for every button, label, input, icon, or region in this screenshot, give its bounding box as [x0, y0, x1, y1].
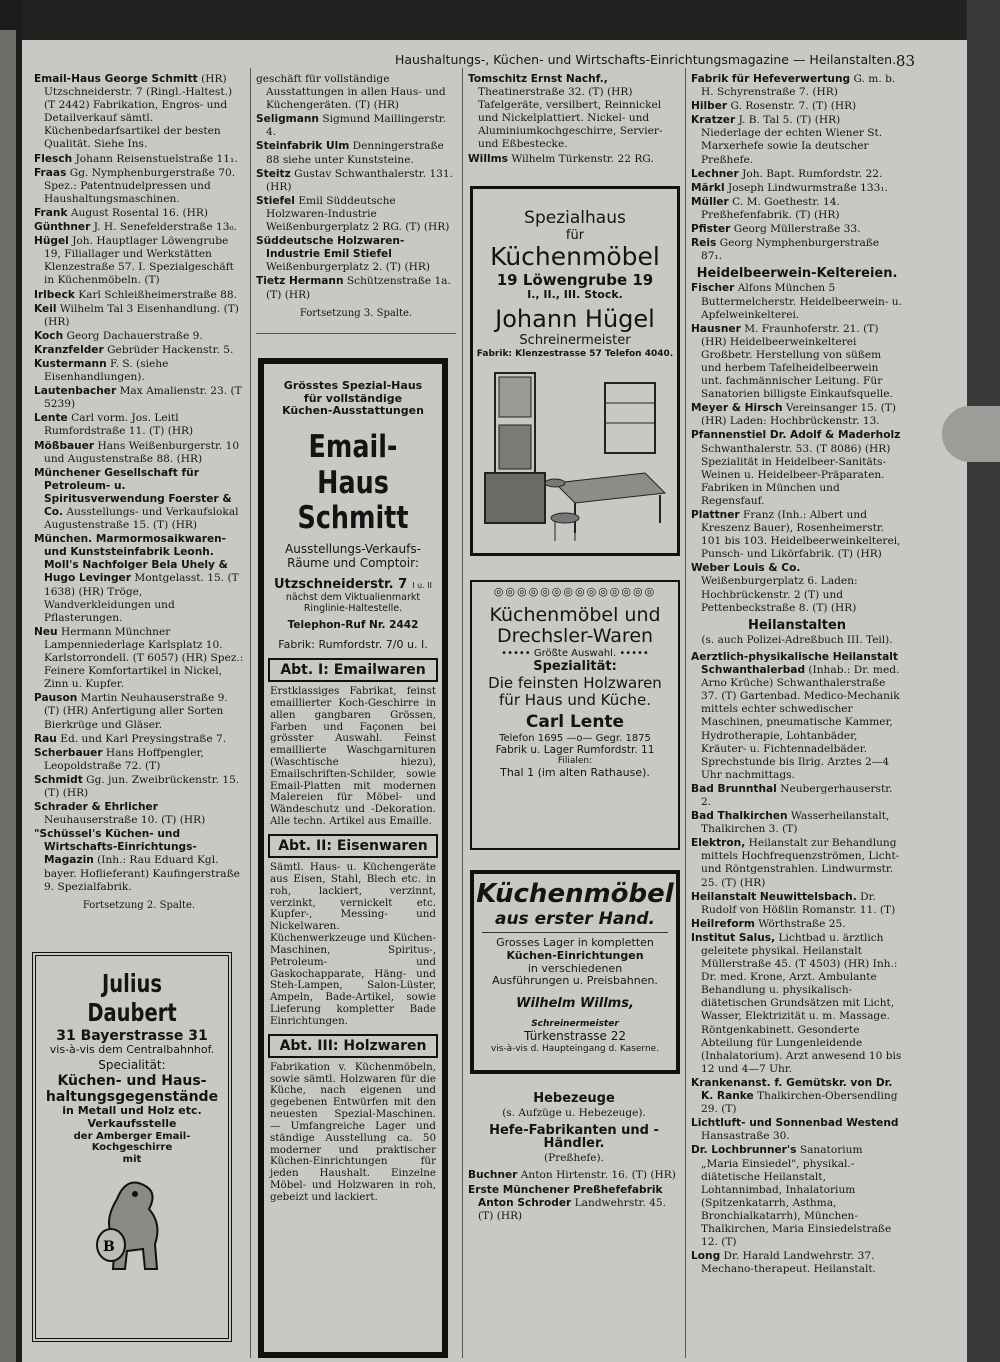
directory-entry: [691, 891, 903, 917]
entry-text: Gustav Schwanthalerstr. 131. (HR): [266, 167, 454, 193]
entry-name: Koch: [34, 329, 64, 342]
entry-text: geschäft für vollständige Ausstattungen in allen Haus- und Küchengeräten. (T) (HR): [256, 73, 446, 112]
ad-willms-l4: Küchen-Einrichtungen: [506, 949, 644, 963]
directory-entry: [34, 467, 244, 532]
directory-entry: [691, 323, 903, 402]
ad-lente-l11: Thal 1 (im alten Rathause).: [500, 765, 650, 779]
entry-name: Neu: [34, 625, 58, 638]
entry-name: Steitz: [256, 167, 291, 180]
entry-text: August Rosental 16. (HR): [70, 206, 208, 219]
ad-email-l10: Ringlinie-Haltestelle.: [303, 603, 403, 615]
ad-huegel-l6: Johann Hügel: [495, 305, 655, 334]
entry-text: J. H. Senefelderstraße 13₀.: [93, 221, 238, 234]
directory-entry: [691, 562, 903, 614]
section-heading: Heidelbeerwein-Keltereien.: [696, 266, 898, 282]
abt1-text: Erstklassiges Fabrikat, feinst emaillierter Koch-Geschirre in allen gangbaren Grössen, Farben und Façonen bei grösster Auswahl. Feinst emaillierte Waschgarnituren (Waschtische hiezu), Emailschriften-Schilder, sowie Email-Platten mit modernen Malereien für Möbel- und Wändeschutz und -Dekoration. Alle techn. Artikel aus Emaille.: [270, 685, 436, 828]
entry-text: (Inh.: Rau Eduard Kgl. bayer. Hoflieferant) Kaufingerstraße 9. Spezialfabrik.: [44, 854, 240, 893]
directory-entry: [34, 412, 244, 438]
directory-entry: [691, 196, 903, 222]
ad-willms-kuechenmoebel: [470, 870, 680, 1074]
entry-text: Theatinerstraße 32. (T) (HR) Tafelgeräte, versilbert, Reinnickel und Nickelplattiert. Nickel- und Aluminiumkochgeschirre, Servier- und Eßbestecke.: [478, 86, 663, 151]
entry-text: Neuhauserstraße 10. (T) (HR): [44, 814, 206, 827]
section-heading: Hebezeuge: [533, 1091, 615, 1106]
entry-name: Schmidt: [34, 773, 83, 786]
entry-name: Email-Haus George Schmitt: [34, 73, 198, 85]
ad-daubert-l8: Verkaufsstelle: [87, 1116, 177, 1130]
entry-name: Plattner: [691, 509, 740, 521]
ornament-border-icon: ◎◎◎◎◎◎◎◎◎◎◎◎◎◎: [493, 585, 657, 598]
directory-entry: [34, 733, 244, 746]
entry-text: G. m. b. H. Schyrenstraße 7. (HR): [701, 73, 896, 99]
page-number: 83: [895, 52, 915, 70]
entry-text: Weißenburgerplatz 6. Laden: Hochbrückenstr. 2 (T) und Pettenbeckstraße 8. (T) (HR): [701, 575, 858, 614]
abt3-heading: Abt. III: Holzwaren: [268, 1034, 438, 1058]
entry-name: Kratzer: [691, 114, 736, 127]
entry-text: Landwehrstr. 45. (T) (HR): [478, 1196, 666, 1222]
directory-entry: [34, 344, 244, 357]
kitchen-furniture-illustration: [475, 363, 675, 543]
thumb-index-tab: [942, 406, 1000, 462]
entry-text: M. Fraunhoferstr. 21. (T) (HR) Heidelbeerweinkelterei Großbetr. Herstellung von süßem und herbem Tafelheidelbeerwein unt. fachmännischer Leitung. Für Sanatorien billigste Einkaufsquelle.: [701, 322, 893, 401]
ad-huegel-l7: Schreinermeister: [519, 332, 631, 348]
entry-text: G. Rosenstr. 7. (T) (HR): [730, 100, 857, 113]
entry-text: Wasserheilanstalt, Thalkirchen 3. (T): [701, 810, 890, 836]
entry-text: Wilhelm Tal 3 Eisenhandlung. (T) (HR): [44, 302, 239, 328]
column-3-top: [468, 73, 680, 167]
directory-entry: [468, 1184, 680, 1223]
directory-entry: [34, 221, 244, 234]
entry-name: Stiefel: [256, 194, 295, 207]
entry-text: Gg. jun. Zweibrückenstr. 15. (T) (HR): [44, 773, 240, 799]
ad-daubert-l6: haltungsgegenstände: [45, 1089, 219, 1106]
ad-daubert-l2: 31 Bayerstrasse 31: [56, 1027, 208, 1044]
entry-name: Lechner: [691, 167, 739, 180]
entry-name: Fischer: [691, 282, 735, 295]
directory-entry: [468, 1169, 680, 1182]
entry-name: Scherbauer: [34, 746, 103, 759]
scan-top-edge: [0, 0, 1000, 40]
entry-name: Rau: [34, 732, 57, 745]
directory-entry: [691, 1117, 903, 1143]
entry-name: Institut Salus,: [691, 931, 776, 944]
entry-name: Märkl: [691, 181, 725, 194]
directory-entry: [34, 533, 244, 625]
entry-name: Bad Brunnthal: [691, 782, 777, 795]
ad-email-l5: Schmitt: [297, 500, 409, 537]
scan-right-edge: [967, 0, 1000, 1362]
ad-email-l4: Email-Haus: [308, 428, 398, 501]
entry-name: Meyer & Hirsch: [691, 402, 783, 415]
column-3-bottom: [468, 1088, 680, 1224]
entry-text: Joseph Lindwurmstraße 133₁.: [727, 181, 888, 194]
section-heading: Heilanstalten: [747, 617, 847, 633]
entry-text: Schwanthalerstr. 53. (T 8086) (HR) Spezialität in Heidelbeer-Sanitäts-Weinen u. Heidelbeer-Präparaten. Fabriken in München und Regensfauf.: [701, 442, 891, 507]
ad-lente-l6: für Haus und Küche.: [499, 691, 651, 710]
entry-text: Schützenstraße 1a. (T) (HR): [266, 275, 451, 301]
entry-text: Hans Hoffpengler, Leopoldstraße 72. (T): [44, 746, 204, 772]
abt1-heading: Abt. I: Emailwaren: [268, 658, 438, 682]
directory-entry: [691, 932, 903, 1076]
ad-email-l2: für vollständige: [303, 391, 403, 405]
entry-text: Neubergerhauserstr. 2.: [701, 782, 893, 808]
ad-email-l3: Küchen-Ausstattungen: [282, 404, 424, 418]
ad-lente-l1: Küchenmöbel und: [489, 603, 661, 626]
directory-entry: [691, 168, 903, 181]
ad-lente-l10: Filialen:: [557, 756, 593, 767]
entry-text: Lichtbad u. ärztlich geleitete physikal. Heilanstalt Müllerstraße 45. (T 4503) (HR) Inh.: Dr. med. Krone, Arzt. Ambulante Behandlung u. physikalisch-diätetischen Grundsätzen mit Licht, Wasser, Elektrizität u. m. Massage. Röntgenkabinett. Gesonderte Abteilung für Lungenleidende (Inhalatorium). Arzt anwesend 10 bis 12 und 4—7 Uhr.: [701, 931, 902, 1075]
entry-text: Emil Süddeutsche Holzwaren-Industrie Weißenburgerplatz 2 RG. (T) (HR): [266, 194, 450, 234]
directory-entry: [691, 282, 903, 321]
entry-name: Aerztlich-physikalische Heilanstalt Schwanthalerbad: [691, 650, 898, 677]
continuation-note: Fortsetzung 3. Spalte.: [299, 307, 413, 319]
ad-willms-l1: Küchenmöbel: [476, 879, 674, 909]
entry-name: Tietz Hermann: [256, 275, 344, 288]
column-2-divider: [256, 333, 456, 334]
entry-text: Karl Schleißheimerstraße 88.: [78, 288, 237, 301]
svg-text:B: B: [103, 1239, 115, 1255]
entry-name: Weber Louis & Co.: [691, 562, 801, 575]
entry-text: (Inhab.: Dr. med. Arno Krüche) Schwanthalerstraße 37. (T) Gartenbad. Medico-Mechanik mittels echter schwedischer Maschinen, pneumatische Kammer, Hydrotherapie, Lohtanbäder, Kräuter- u. Fichtennadelbäder. Sprechstunde bis Ilrig. Arztes 2—4 Uhr nachmittags.: [701, 664, 900, 781]
directory-entry: [34, 774, 244, 800]
section-heading: Hefe-Fabrikanten und -Händler.: [489, 1123, 659, 1152]
entry-name: Dr. Lochbrunner's: [691, 1144, 797, 1157]
column-rule-3: [685, 68, 686, 1358]
ad-lente-l5: Die feinsten Holzwaren: [488, 673, 662, 692]
directory-entry: [34, 440, 244, 466]
directory-entry: [691, 810, 903, 836]
ad-daubert-l9: der Amberger Email-Kochgeschirre: [73, 1130, 191, 1153]
ad-willms-l8: Türkenstrasse 22: [524, 1029, 626, 1044]
directory-entry: [256, 113, 456, 139]
entry-text: Georg Nymphenburgerstraße 87₁.: [701, 237, 880, 263]
ad-huegel-l3: Küchenmöbel: [490, 242, 660, 272]
directory-entry: [34, 303, 244, 329]
entry-text: Alfons München 5 Buttermelcherstr. Heidelbeerwein- u. Apfelweinkelterei.: [701, 282, 902, 321]
column-rule-1: [250, 68, 251, 1358]
ad-daubert-l4: Specialität:: [98, 1058, 166, 1073]
directory-entry: [256, 275, 456, 301]
ad-huegel-l1: Spezialhaus: [524, 208, 626, 228]
directory-entry: [691, 918, 903, 931]
directory-entry: [34, 167, 244, 206]
entry-name: Fabrik für Hefeverwertung: [691, 73, 851, 85]
ad-email-l11: Telephon-Ruf Nr. 2442: [287, 619, 419, 632]
directory-entry: [256, 73, 456, 112]
entry-name: Günthner: [34, 221, 91, 234]
entry-name: Steinfabrik Ulm: [256, 140, 350, 153]
directory-entry: [256, 195, 456, 234]
entry-name: Reis: [691, 237, 717, 250]
previous-page-strip: [0, 30, 16, 1362]
entry-name: Bad Thalkirchen: [691, 810, 788, 823]
column-2: [256, 73, 456, 325]
entry-name: Hausner: [691, 322, 741, 335]
entry-text: Martin Neuhauserstraße 9. (T) (HR) Anfertigung aller Sorten Bierkrüge und Gläser.: [44, 692, 228, 731]
ad-email-l6: Ausstellungs-Verkaufs-: [285, 541, 421, 556]
entry-text: Ed. und Karl Preysingstraße 7.: [60, 732, 227, 745]
entry-name: Keil: [34, 302, 57, 315]
directory-entry: [691, 114, 903, 166]
continuation-note: Fortsetzung 2. Spalte.: [82, 899, 196, 911]
entry-name: Kranzfelder: [34, 343, 104, 356]
entry-name: Seligmann: [256, 113, 319, 126]
ad-lente-l3: ••••• Größte Auswahl. •••••: [501, 648, 649, 660]
directory-entry: [691, 182, 903, 195]
ad-lente-l4: Spezialität:: [533, 658, 617, 674]
entry-name: Lichtluft- und Sonnenbad Westend: [691, 1117, 899, 1130]
ad-willms-l5: in verschiedenen: [527, 961, 623, 975]
entry-text: Vereinsanger 15. (T) (HR) Laden: Hochbrückenstr. 13.: [701, 402, 896, 428]
ad-email-l1: Grösstes Spezial-Haus: [283, 379, 423, 392]
entry-text: Hans Weißenburgerstr. 10 und Augustenstraße 88. (HR): [44, 439, 240, 465]
entry-name: Tomschitz Ernst Nachf.,: [468, 73, 608, 85]
directory-entry: [34, 692, 244, 731]
entry-text: Max Amalienstr. 23. (T 5239): [44, 385, 242, 411]
column-rule-2: [462, 68, 463, 1358]
ad-willms-l9: vis-à-vis d. Haupteingang d. Kaserne.: [490, 1044, 660, 1055]
ad-email-l7: Räume und Comptoir:: [287, 555, 419, 570]
directory-entry: [34, 801, 244, 827]
entry-name: Lente: [34, 412, 68, 425]
directory-entry: [34, 235, 244, 287]
entry-name: Erste Münchener Preßhefefabrik Anton Schroder: [468, 1183, 663, 1209]
ad-lente-l9: Fabrik u. Lager Rumfordstr. 11: [495, 744, 655, 757]
directory-entry: [691, 509, 903, 561]
entry-name: Pfannenstiel Dr. Adolf & Maderholz: [691, 429, 901, 442]
ad-willms-l6: Ausführungen u. Preisbahnen.: [492, 974, 658, 988]
directory-entry: [34, 73, 244, 152]
entry-text: Anton Hirtenstr. 16. (T) (HR): [520, 1169, 676, 1182]
entry-name: Kustermann: [34, 357, 107, 370]
section-subheading: (s. Aufzüge u. Hebezeuge).: [502, 1107, 646, 1120]
entry-text: (HR) Utzschneiderstr. 7 (Ringl.-Haltest.) (T 2442) Fabrikation, Engros- und Detailverkauf sämtl. Küchenbedarfsartikel der besten Qualität. Siehe Ins.: [44, 73, 233, 151]
directory-entry: [256, 140, 456, 166]
directory-entry: [691, 651, 903, 782]
directory-entry: [691, 429, 903, 508]
entry-text: Montgelasst. 15. (T 1638) (HR) Tröge, Wandverkleidungen und Pflasterungen.: [44, 572, 239, 624]
entry-text: Johann Reisenstuelstraße 11₁.: [75, 152, 238, 165]
entry-text: Wörthstraße 25.: [758, 917, 846, 930]
entry-name: Heilreform: [691, 917, 755, 930]
directory-entry: [34, 747, 244, 773]
ad-lente-l2: Drechsler-Waren: [496, 625, 654, 648]
directory-entry: [691, 783, 903, 809]
entry-text: Thalkirchen-Obersendling 29. (T): [701, 1090, 898, 1116]
directory-entry: [34, 207, 244, 220]
directory-entry: [691, 237, 903, 263]
entry-name: Pauson: [34, 692, 78, 705]
entry-name: Lautenbacher: [34, 385, 117, 398]
entry-text: Joh. Bapt. Rumfordstr. 22.: [742, 167, 883, 180]
entry-text: Gebrüder Hackenstr. 5.: [107, 343, 234, 356]
directory-entry: [691, 73, 903, 99]
entry-text: Hansastraße 30.: [701, 1130, 790, 1143]
entry-name: Münchener Gesellschaft für Petroleum- u. Spiritusverwendung Foerster & Co.: [34, 466, 232, 518]
entry-text: Gg. Nymphenburgerstraße 70. Spez.: Patentnudelpressen und Haushaltungsmaschinen.: [44, 166, 236, 205]
directory-entry: [691, 402, 903, 428]
entry-text: Heilanstalt zur Behandlung mittels Hochfrequenzströmen, Licht- und Röntgenstrahlen. Lindwurmstr. 25. (T) (HR): [701, 837, 900, 889]
entry-text: Dr. Rudolf von Hößlin Romanstr. 11. (T): [701, 890, 896, 916]
entry-text: Franz (Inh.: Albert und Kreszenz Bauer), Rosenheimerstr. 101 bis 103. Heidelbeerweinkelterei, Punsch- und Likörfabrik. (T) (HR): [701, 509, 901, 561]
entry-text: Georg Dachauerstraße 9.: [66, 329, 203, 342]
ad-lente-drechslerwaren: [470, 580, 680, 850]
ad-julius-daubert: [32, 952, 232, 1342]
lion-trademark-icon: [87, 1169, 177, 1279]
ad-daubert-l5: Küchen- und Haus-: [57, 1073, 207, 1090]
ad-email-l12: Fabrik: Rumfordstr. 7/0 u. I.: [278, 638, 428, 652]
entry-text: Sigmund Maillingerstr. 4.: [266, 113, 447, 139]
entry-name: Pfister: [691, 223, 731, 236]
directory-entry: [34, 358, 244, 384]
directory-entry: [34, 385, 244, 411]
entry-name: Fraas: [34, 166, 67, 179]
entry-name: Süddeutsche Holzwaren-Industrie Emil Stiefel: [256, 235, 405, 261]
directory-entry: [691, 100, 903, 113]
entry-name: Frank: [34, 206, 68, 219]
directory-entry: [34, 153, 244, 166]
entry-name: Schrader & Ehrlicher: [34, 801, 158, 814]
entry-name: Willms: [468, 152, 508, 165]
directory-entry: [34, 828, 244, 893]
ad-daubert-l7: in Metall und Holz etc.: [62, 1104, 202, 1118]
page-header: [395, 52, 915, 70]
ad-lente-l8: Telefon 1695 —o— Gegr. 1875: [499, 732, 651, 744]
abt2-heading: Abt. II: Eisenwaren: [268, 834, 438, 858]
column-1: [34, 73, 244, 917]
entry-text: Carl vorm. Jos. Leitl Rumfordstraße 11. (T) (HR): [44, 412, 194, 438]
section-subheading: (s. auch Polizei-Adreßbuch III. Teil).: [701, 633, 893, 646]
entry-text: Georg Müllerstraße 33.: [733, 223, 861, 236]
entry-text: Denningerstraße 88 siehe unter Kunststeine.: [266, 140, 444, 166]
entry-text: Ausstellungs- und Verkaufslokal Augustenstraße 15. (T) (HR): [44, 506, 239, 532]
entry-name: "Schüssel's Küchen- und Wirtschafts-Einrichtungs-Magazin: [34, 828, 197, 867]
entry-name: Hügel: [34, 235, 69, 248]
entry-name: Elektron,: [691, 837, 746, 850]
column-4: [691, 73, 903, 1277]
entry-name: Müller: [691, 195, 729, 208]
ad-email-l8b: I u. II: [412, 581, 432, 591]
ad-lente-l7: Carl Lente: [525, 712, 625, 733]
directory-entry: [691, 837, 903, 889]
directory-entry: [34, 330, 244, 343]
entry-text: F. S. (siehe Eisenhandlungen).: [44, 357, 169, 384]
ad-daubert-l3: vis-à-vis dem Centralbahnhof.: [49, 1042, 215, 1056]
ad-willms-l2: aus erster Hand.: [482, 910, 668, 934]
ad-huegel-l5: I., II., III. Stock.: [527, 288, 623, 302]
ad-daubert-l1: Julius Daubert: [87, 969, 177, 1027]
ad-willms-l7b: Schreinermeister: [531, 1018, 619, 1029]
entry-name: Flesch: [34, 152, 73, 165]
directory-entry: [691, 1144, 903, 1249]
directory-entry: [691, 1250, 903, 1276]
ad-huegel-kuechenmoebel: [470, 186, 680, 556]
entry-name: Long: [691, 1250, 721, 1263]
directory-entry: [468, 73, 680, 152]
ad-huegel-l8: Fabrik: Klenzestrasse 57 Telefon 4040.: [476, 348, 674, 359]
directory-entry: [691, 1077, 903, 1116]
ad-huegel-l2: für: [565, 227, 585, 243]
entry-name: Irlbeck: [34, 288, 75, 301]
entry-text: Joh. Hauptlager Löwengrube 19, Filiallager und Werkstätten Klenzestraße 57. I. Spezialgeschäft in Küchenmöbeln. (T): [44, 235, 234, 287]
ad-willms-l3: Grosses Lager in kompletten: [496, 936, 654, 950]
entry-name: Mößbauer: [34, 439, 95, 452]
entry-text: J. B. Tal 5. (T) (HR) Niederlage der echten Wiener St. Marxerhefe sowie Ia deutscher Preßhefe.: [701, 114, 883, 166]
ad-email-l9: nächst dem Viktualienmarkt: [285, 592, 421, 604]
entry-text: Weißenburgerplatz 2. (T) (HR): [266, 261, 430, 274]
abt3-text: Fabrikation v. Küchenmöbeln, sowie sämtl. Holzwaren für die Küche, nach eigenen und gegebenen Entwürfen mit den neuesten Spezial-Maschinen. — Umfangreiche Lager und ständige Ausstellung ca. 50 moderner und praktischer Küchen-Einrichtungen für jeden Haushalt. Einzelne Möbel- und Holzwaren in roh, gebeizt und lackiert.: [270, 1060, 436, 1203]
entry-name: Heilanstalt Neuwittelsbach.: [691, 890, 857, 903]
entry-text: Sanatorium „Maria Einsiedel", physikal.-diätetische Heilanstalt, Lohtannimbad, Inhalatorium (Spitzenkatarrh, Asthma, Bronchialkatarrh), München-Thalkirchen, Maria Einsiedelstraße 12. (T): [701, 1144, 892, 1249]
directory-entry: [34, 626, 244, 691]
entry-name: München. Marmormosaikwaren- und Kunststeinfabrik Leonh. Moll's Nachfolger Bela Uhely & Hugo Levinger: [34, 533, 228, 585]
ad-huegel-l4: 19 Löwengrube 19: [496, 271, 654, 290]
entry-name: Hilber: [691, 100, 728, 113]
entry-text: C. M. Goethestr. 14. Preßhefenfabrik. (T) (HR): [701, 195, 840, 221]
entry-text: Dr. Harald Landwehrstr. 37. Mechano-therapeut. Heilanstalt.: [701, 1250, 877, 1276]
running-title: Haushaltungs-, Küchen- und Wirtschafts-Einrichtungsmagazine — Heilanstalten.: [395, 52, 897, 67]
ad-willms-l7: Wilhelm Willms,: [516, 996, 634, 1011]
entry-text: Hermann Münchner Lampenniederlage Karlsplatz 10. Karlstorrondell. (T 6057) (HR) Spez.: Feinere Komfortartikel in Nickel, Zinn u. Kupfer.: [44, 625, 244, 691]
ad-daubert-l10: mit: [122, 1153, 142, 1165]
abt2-text: Sämtl. Haus- u. Küchengeräte aus Eisen, Stahl, Blech etc. in roh, lackiert, verzinnt, verzinkt, vernickelt etc. Kupfer-, Messing- und Nickelwaren. Küchenwerkzeuge und Küchen-Maschinen, Spiritus-, Petroleum- und Gaskochapparate, Häng- und Steh-Lampen, Salon-Lüster, Ampeln, Bade-Artikel, sowie Lieferung kompletter Bade Einrichtungen.: [270, 861, 436, 1027]
directory-entry: [34, 289, 244, 302]
entry-text: Wilhelm Türkenstr. 22 RG.: [511, 152, 654, 165]
directory-entry: [691, 223, 903, 236]
ad-email-l8: Utzschneiderstr. 7: [274, 577, 408, 593]
directory-entry: [256, 235, 456, 274]
ad-email-haus-schmitt: [258, 358, 448, 1358]
directory-entry: [468, 153, 680, 166]
directory-entry: [256, 168, 456, 194]
entry-name: Buchner: [468, 1169, 518, 1182]
entry-name: Krankenanst. f. Gemütskr. von Dr. K. Ranke: [691, 1076, 893, 1103]
section-subheading: (Preßhefe).: [544, 1152, 604, 1165]
